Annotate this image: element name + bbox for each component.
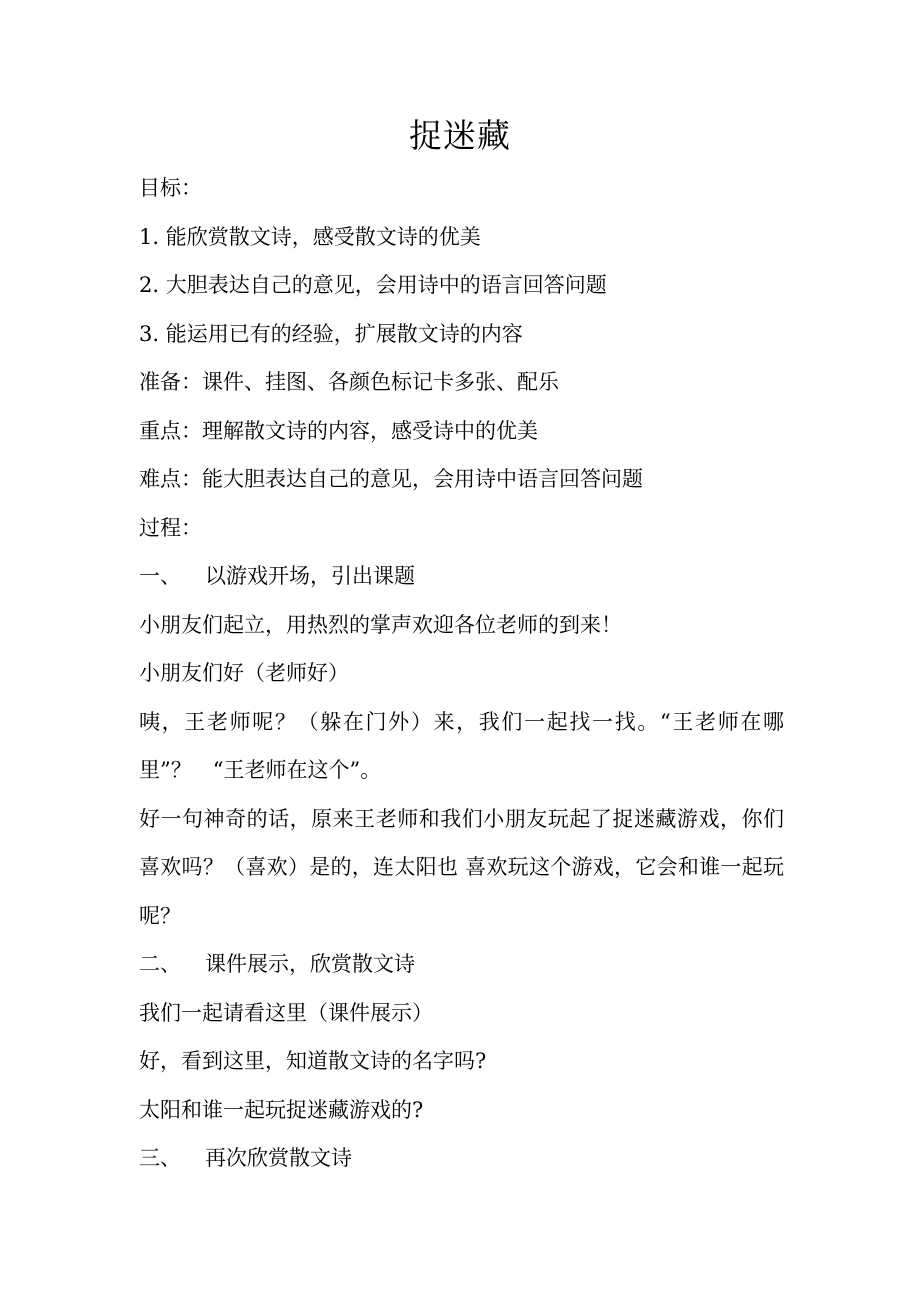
s1-paragraph-2: 好一句神奇的话，原来王老师和我们小朋友玩起了捉迷藏游戏，你们喜欢吗？（喜欢）是的，连太阳也 喜欢玩这个游戏，它会和谁一起玩呢？ [139,806,784,928]
s2-line-2: 好，看到这里，知道散文诗的名字吗? [139,1049,487,1073]
s2-line-3: 太阳和谁一起玩捉迷藏游戏的? [139,1097,424,1122]
section-number-3: 三、 [139,1146,181,1170]
goal-item-2: 2. 大胆表达自己的意见，会用诗中的语言回答问题 [139,273,607,297]
section-heading-1 [139,552,799,601]
s1-line-1: 小朋友们起立，用热烈的掌声欢迎各位老师的到来！ [139,612,622,637]
s1-line-2: 小朋友们好（老师好） [139,661,349,685]
difficulty-line: 难点：能大胆表达自己的意见，会用诗中语言回答问题 [139,467,643,491]
s2-line-1: 我们一起请看这里（课件展示） [139,1000,433,1025]
document-body [139,164,799,1183]
page-title: 捉迷藏 [409,116,511,155]
section-number-1: 一、 [139,564,181,588]
section-heading-2 [139,940,799,989]
s1-paragraph-1: 咦，王老师呢？（躲在门外）来，我们一起找一找。“王老师在哪里”？ “王老师在这个”。 [139,709,784,782]
section-title-1: 以游戏开场，引出课题 [205,564,415,588]
section-heading-3 [139,1134,799,1183]
section-title-2: 课件展示，欣赏散文诗 [205,952,415,976]
goals-label: 目标： [139,176,202,200]
preparation-line: 准备：课件、挂图、各颜色标记卡多张、配乐 [139,370,559,394]
goal-item-3: 3. 能运用已有的经验，扩展散文诗的内容 [139,321,523,346]
process-label: 过程： [139,515,202,540]
section-number-2: 二、 [139,952,181,976]
goal-item-1: 1. 能欣赏散文诗，感受散文诗的优美 [139,224,481,249]
section-title-3: 再次欣赏散文诗 [205,1146,352,1170]
key-point-line: 重点：理解散文诗的内容，感受诗中的优美 [139,418,538,443]
